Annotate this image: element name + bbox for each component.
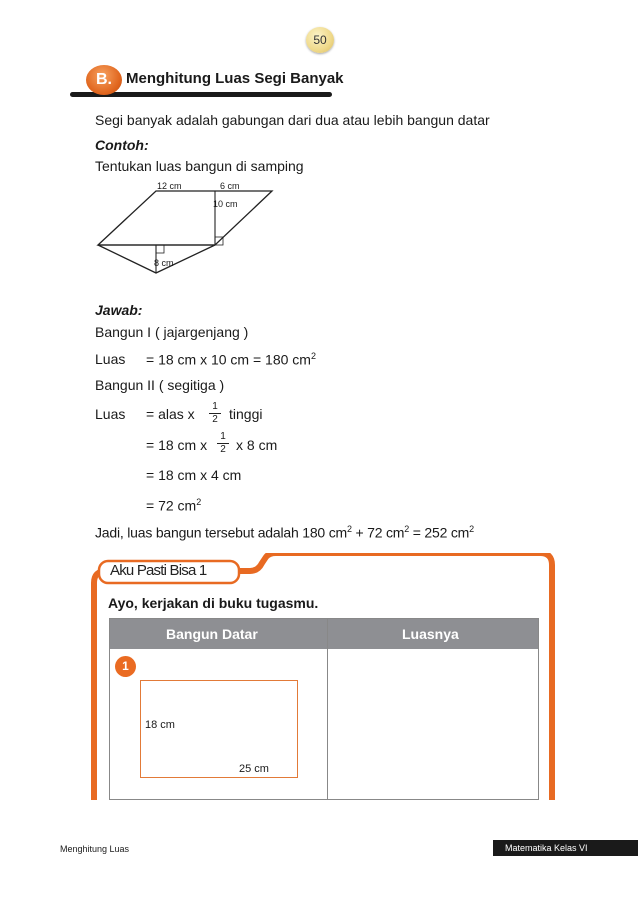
- label-12cm: 12 cm: [157, 181, 182, 191]
- rect-height-label: 18 cm: [145, 719, 175, 731]
- col-bangun-datar: Bangun Datar: [166, 626, 258, 642]
- fraction-half-2: $\frac{1}{2}$: [217, 431, 229, 456]
- page-number: 50: [306, 27, 334, 53]
- footer-chapter: Menghitung Luas: [60, 844, 130, 854]
- col-luasnya: Luasnya: [402, 626, 459, 642]
- section-letter-badge: B.: [86, 65, 122, 95]
- luas1-label: Luas: [95, 351, 126, 367]
- label-8cm: 8 cm: [154, 258, 174, 268]
- luas2-label: Luas: [95, 406, 126, 422]
- step1-right: tinggi: [229, 406, 263, 422]
- step2-right: x 8 cm: [236, 437, 278, 453]
- label-6cm: 6 cm: [220, 181, 240, 191]
- conclusion-text: Jadi, luas bangun tersebut adalah 180 $cm^2 + 72$ $cm^2 = 252$ $cm^2$: [95, 524, 474, 541]
- bangun2-text: Bangun II ( segitiga ): [95, 377, 225, 393]
- parallelogram-shape: [98, 191, 272, 245]
- step1-left: = alas x: [146, 406, 195, 422]
- fraction-half: $\frac{1}{2}$: [209, 401, 221, 426]
- step3: = 18 cm x 4 cm: [146, 467, 242, 483]
- intro-text: Segi banyak adalah gabungan dari dua atau lebih bangun datar: [95, 112, 490, 128]
- rect-width-label: 25 cm: [239, 763, 269, 775]
- exercise-instruction: Ayo, kerjakan di buku tugasmu.: [108, 595, 319, 611]
- polygon-figure: [90, 178, 290, 278]
- label-10cm: 10 cm: [213, 199, 238, 209]
- step2-left: = 18 cm x: [146, 437, 208, 453]
- exercise-title: Aku Pasti Bisa 1: [110, 562, 207, 579]
- item-number-badge: 1: [115, 656, 136, 677]
- jawab-label: Jawab:: [95, 302, 143, 318]
- luas1-equation: = 18 cm x 10 cm = 180 $cm^2$: [146, 351, 316, 368]
- right-angle-marker-2: [156, 245, 164, 253]
- contoh-label: Contoh:: [95, 137, 149, 153]
- bangun1-text: Bangun I ( jajargenjang ): [95, 324, 249, 340]
- step4: = 72 $cm^2$: [146, 497, 202, 514]
- footer-book-title: Matematika Kelas VI: [493, 840, 638, 856]
- section-title: Menghitung Luas Segi Banyak: [126, 70, 344, 87]
- column-divider: [327, 619, 328, 800]
- question-text: Tentukan luas bangun di samping: [95, 158, 304, 174]
